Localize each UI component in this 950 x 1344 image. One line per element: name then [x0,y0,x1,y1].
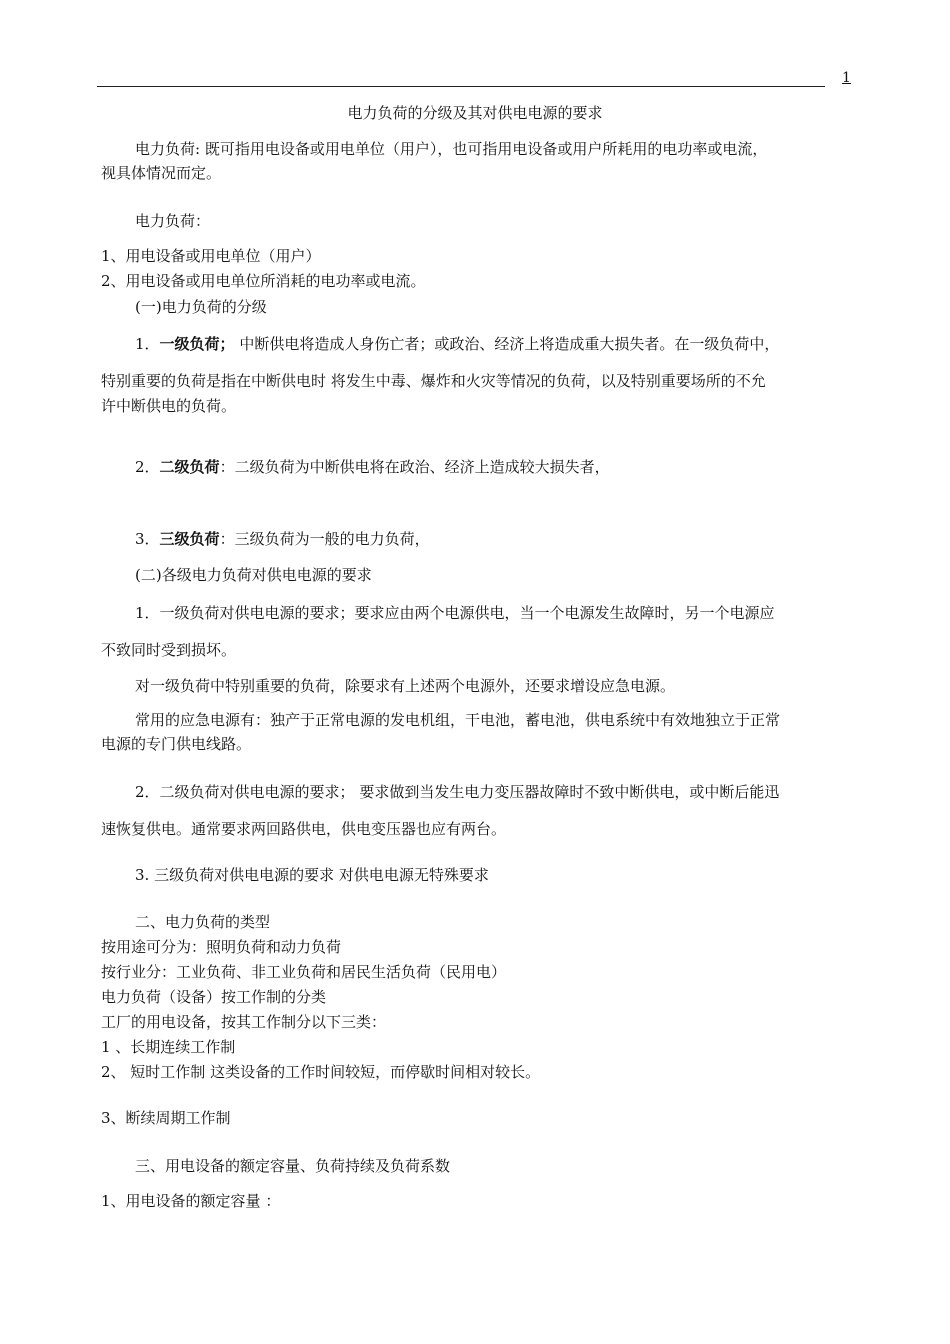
level-3-line [135,529,430,549]
level-1-text: 中断供电将造成人身伤亡者；或政治、经济上将造成重大损失者。在一级负荷中， [234,335,780,353]
meaning-item-2: 2、用电设备或用电单位所消耗的电功率或电流。 [101,272,426,290]
requirement-1-line-3: 对一级负荷中特别重要的负荷，除要求有上述两个电源外，还要求增设应急电源。 [135,677,676,695]
section-1-heading: (一)电力负荷的分级 [135,298,267,316]
level-2-number: 2． [135,458,160,476]
load-label: 电力负荷： [135,212,211,230]
level-3-name: 三级负荷 [159,530,220,548]
level-3-number: 3． [135,530,160,548]
work-mode-2: 2、 短时工作制 这类设备的工作时间较短，而停歇时间相对较长。 [101,1063,541,1081]
level-2-text: ：二级负荷为中断供电将在政治、经济上造成较大损失者， [219,458,610,476]
section-2-heading: (二)各级电力负荷对供电电源的要求 [135,566,372,584]
level-1-continuation-2: 许中断供电的负荷。 [101,397,237,415]
requirement-1-line-2: 不致同时受到损坏。 [101,641,237,659]
header-rule [97,86,825,87]
types-by-mode: 电力负荷（设备）按工作制的分类 [101,988,327,1006]
requirement-2-line-2: 速恢复供电。通常要求两回路供电，供电变压器也应有两台。 [101,820,507,838]
level-2-line [135,457,610,477]
level-3-text: ：三级负荷为一般的电力负荷， [219,530,430,548]
meaning-item-1: 1、用电设备或用电单位（用户） [101,247,321,265]
level-1-continuation-1: 特别重要的负荷是指在中断供电时 将发生中毒、爆炸和火灾等情况的负荷，以及特别重要场所的不允 [101,372,766,390]
factory-line: 工厂的用电设备，按其工作制分以下三类： [101,1013,387,1031]
level-1-number: 1． [135,335,160,353]
requirement-1-line-5: 电源的专门供电线路。 [101,735,252,753]
level-2-name: 二级负荷 [159,458,220,476]
requirement-2-line-1: 2．二级负荷对供电电源的要求； 要求做到当发生电力变压器故障时不致中断供电，或中断后能迅 [135,783,780,801]
section-types-heading: 二、电力负荷的类型 [135,913,271,931]
requirement-1-line-4: 常用的应急电源有：独产于正常电源的发电机组，干电池，蓄电池，供电系统中有效地独立于正常 [135,711,781,729]
rated-capacity-line: 1、用电设备的额定容量 ： [101,1192,281,1210]
work-mode-3: 3、断续周期工作制 [101,1109,231,1127]
types-by-industry: 按行业分：工业负荷、非工业负荷和居民生活负荷（民用电） [101,963,507,981]
page-number: 1 [842,70,851,86]
definition-line-2: 视具体情况而定。 [101,164,222,182]
document-title: 电力负荷的分级及其对供电电源的要求 [347,104,603,122]
level-1-name: 一级负荷； [159,335,235,353]
requirement-3-line: 3. 三级负荷对供电电源的要求 对供电电源无特殊要求 [135,866,489,884]
section-rated-heading: 三、用电设备的额定容量、负荷持续及负荷系数 [135,1157,451,1175]
work-mode-1: 1 、长期连续工作制 [101,1038,236,1056]
types-by-use: 按用途可分为：照明负荷和动力负荷 [101,938,342,956]
requirement-1-line-1: 1．一级负荷对供电电源的要求；要求应由两个电源供电，当一个电源发生故障时，另一个电源应 [135,604,775,622]
definition-line-1: 电力负荷: 既可指用电设备或用电单位（用户），也可指用电设备或用户所耗用的电功率或电流， [135,140,768,158]
level-1-line [135,334,779,354]
